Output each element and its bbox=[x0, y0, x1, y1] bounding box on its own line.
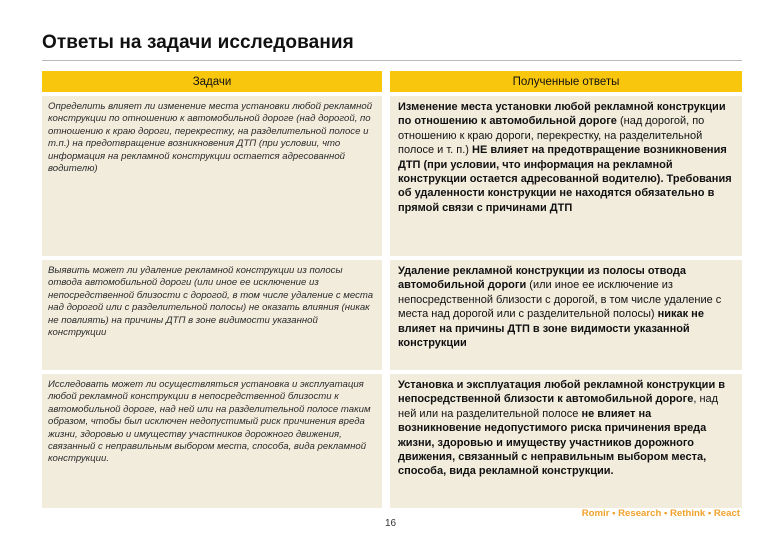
answer-plain-part: (или иное ее исключение из непосредственной близости с дорогой, в том числе удаление с места над дорогой или с разделительной полосы) bbox=[398, 279, 722, 321]
answer-bold-part: не влияет на возникновение недопустимого риска причинения вреда жизни, здоровью и имуществу участников дорожного движения, связанный с неправильным выбором места, способа, вида рекламной конструкции. bbox=[398, 407, 707, 478]
answer-bold-part: Удаление рекламной конструкции из полосы отвода автомобильной дороги bbox=[398, 265, 686, 292]
page-title: Ответы на задачи исследования bbox=[42, 32, 354, 53]
answer-cell bbox=[390, 260, 742, 370]
task-cell: Определить влияет ли изменение места установки любой рекламной конструкции по отношению к автомобильной дороге (над дорогой, по отношению к краю дороги, перекрестку, на разделительной полосе и т.п.) на предотвращение возникновения ДТП (при условии, что информация на рекламной конструкции остается адресованной водителю) bbox=[42, 96, 382, 256]
header-tasks: Задачи bbox=[42, 71, 382, 92]
answer-cell bbox=[390, 374, 742, 508]
page-number: 16 bbox=[385, 518, 397, 529]
task-cell: Выявить может ли удаление рекламной конструкции из полосы отвода автомобильной дороги (или иное ее исключение из непосредственной близости с дорогой, в том числе удаление с места над дорогой или с разделительной полосы) не оказать влияния (никак не повлиять) на причины ДТП в зоне видимости указанной конструкции bbox=[42, 260, 382, 370]
header-answers: Полученные ответы bbox=[390, 71, 742, 92]
answer-plain-part: , над ней или на разделительной полосе bbox=[398, 393, 719, 420]
task-cell: Исследовать может ли осуществляться установка и эксплуатация любой рекламной конструкции в непосредственной близости к автомобильной дороге, над ней или на разделительной полосе таким образом, чтобы был исключен недопустимый риск причинения вреда жизни, здоровью и имуществу участников дорожного движения, связанный с неправильным выбором места, способа, вида рекламной конструкции. bbox=[42, 374, 382, 508]
answer-bold-part: Изменение места установки любой рекламной конструкции по отношению к автомобильной дороге bbox=[398, 101, 726, 128]
results-table bbox=[42, 71, 742, 508]
title-divider bbox=[42, 60, 742, 61]
footer-brand: Romir • Research • Rethink • React bbox=[581, 508, 740, 519]
answer-plain-part: (над дорогой, по отношению к краю дороги, перекрестку, на разделительной полосе и т. п.) bbox=[398, 115, 705, 157]
answer-bold-part: Установка и эксплуатация любой рекламной конструкции в непосредственной близости к автомобильной дороге bbox=[398, 379, 726, 406]
answer-cell bbox=[390, 96, 742, 256]
answer-bold-part: никак не влияет на причины ДТП в зоне видимости указанной конструкции bbox=[398, 308, 704, 350]
answer-bold-part: НЕ влияет на предотвращение возникновения ДТП (при условии, что информация на рекламной конструкции остается адресованной водителю). Требования об удаленности конструкции не находятся обязательно в прямой связи с причинами ДТП bbox=[398, 144, 732, 214]
